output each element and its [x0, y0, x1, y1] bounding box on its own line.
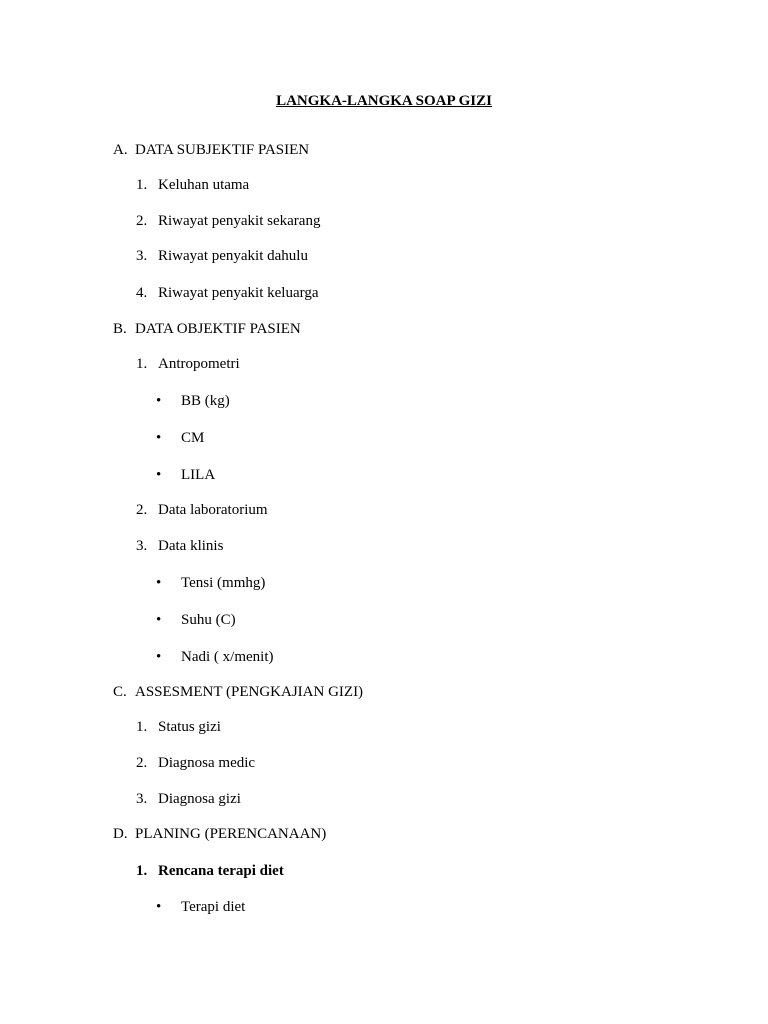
list-item: Riwayat penyakit sekarang: [158, 213, 321, 229]
bullet-item: Tensi (mmhg): [181, 575, 266, 591]
list-item-marker: 2.: [136, 755, 148, 771]
bullet-item: Terapi diet: [181, 899, 246, 915]
section-d-marker: D.: [113, 826, 128, 842]
bullet-item: CM: [181, 430, 205, 446]
bullet-icon: •: [156, 393, 162, 409]
list-item: Diagnosa medic: [158, 755, 256, 771]
list-item: Data laboratorium: [158, 502, 268, 518]
bullet-item: Suhu (C): [181, 612, 236, 628]
document-title: LANGKA-LANGKA SOAP GIZI: [276, 93, 492, 109]
list-item: Status gizi: [158, 719, 221, 735]
list-item-marker: 1.: [136, 356, 148, 372]
list-item: Diagnosa gizi: [158, 791, 241, 807]
list-item: Riwayat penyakit dahulu: [158, 248, 308, 264]
section-d-heading: PLANING (PERENCANAAN): [135, 826, 327, 842]
list-item: Data klinis: [158, 538, 224, 554]
bullet-icon: •: [156, 467, 162, 483]
list-item-marker: 4.: [136, 285, 148, 301]
bullet-icon: •: [156, 899, 162, 915]
list-item-marker: 2.: [136, 213, 148, 229]
bullet-item: LILA: [181, 467, 216, 483]
bullet-icon: •: [156, 649, 162, 665]
list-item-marker: 1.: [136, 863, 148, 879]
list-item: Riwayat penyakit keluarga: [158, 285, 319, 301]
bullet-icon: •: [156, 612, 162, 628]
list-item: Antropometri: [158, 356, 240, 372]
bullet-icon: •: [156, 430, 162, 446]
section-c-heading: ASSESMENT (PENGKAJIAN GIZI): [135, 684, 364, 700]
list-item-marker: 1.: [136, 177, 148, 193]
section-b-heading: DATA OBJEKTIF PASIEN: [135, 321, 301, 337]
list-item-marker: 3.: [136, 248, 148, 264]
bullet-icon: •: [156, 575, 162, 591]
bullet-item: BB (kg): [181, 393, 230, 409]
list-item-marker: 1.: [136, 719, 148, 735]
section-b-marker: B.: [113, 321, 127, 337]
bullet-item: Nadi ( x/menit): [181, 649, 274, 665]
list-item: Rencana terapi diet: [158, 863, 284, 879]
list-item-marker: 3.: [136, 538, 148, 554]
list-item: Keluhan utama: [158, 177, 250, 193]
section-a-marker: A.: [113, 142, 128, 158]
list-item-marker: 3.: [136, 791, 148, 807]
section-a-heading: DATA SUBJEKTIF PASIEN: [135, 142, 310, 158]
list-item-marker: 2.: [136, 502, 148, 518]
section-c-marker: C.: [113, 684, 127, 700]
